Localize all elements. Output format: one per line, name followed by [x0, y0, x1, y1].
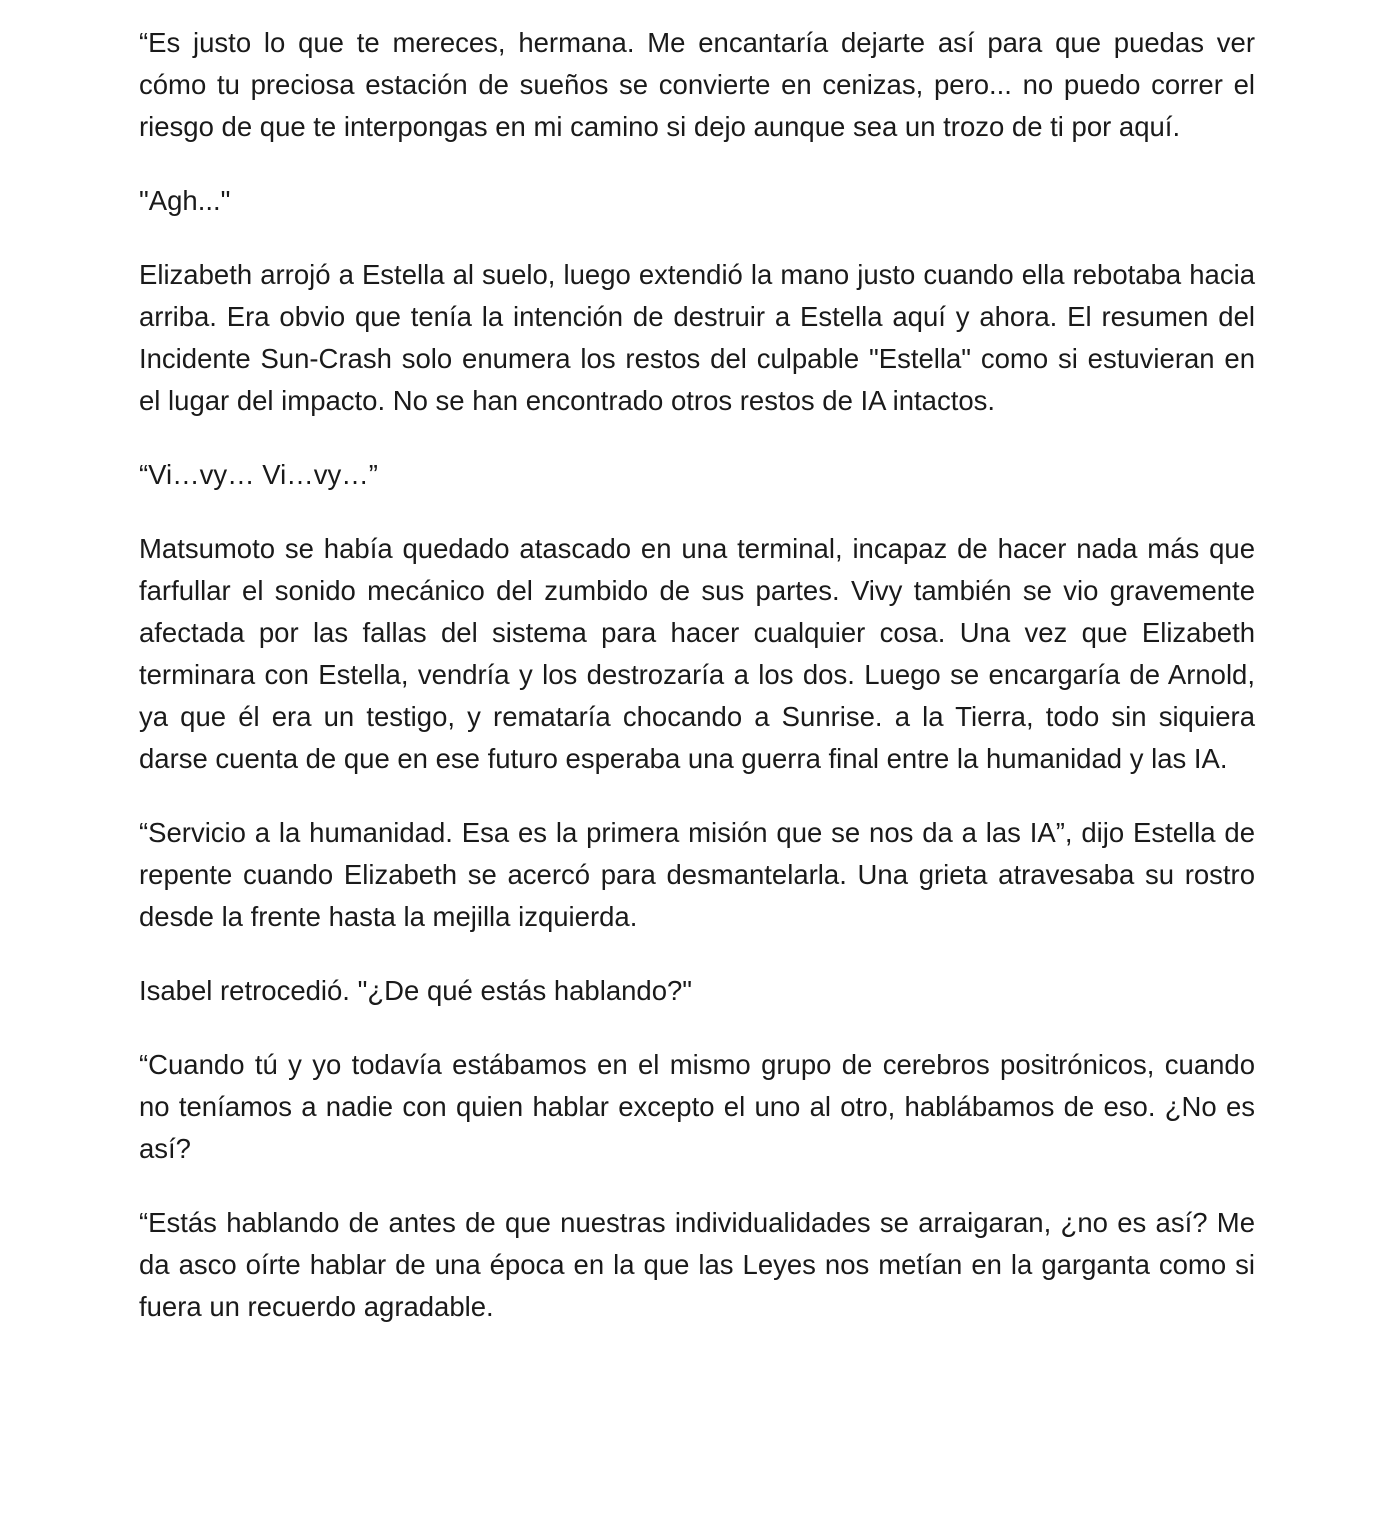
- paragraph-8: “Cuando tú y yo todavía estábamos en el mismo grupo de cerebros positrónicos, cuando no teníamos a nadie con quien hablar excepto el uno al otro, hablábamos de eso. ¿No es así?: [139, 1049, 1255, 1164]
- paragraph-1: “Es justo lo que te mereces, hermana. Me encantaría dejarte así para que puedas ver cómo tu preciosa estación de sueños se convierte en cenizas, pero... no puedo correr el riesgo de que te interpongas en mi camino si dejo aunque sea un trozo de ti por aquí.: [139, 27, 1255, 142]
- paragraph-3: Elizabeth arrojó a Estella al suelo, luego extendió la mano justo cuando ella rebotaba hacia arriba. Era obvio que tenía la intención de destruir a Estella aquí y ahora. El resumen del Incidente Sun-Crash solo enumera los restos del culpable "Estella" como si estuvieran en el lugar del impacto. No se han encontrado otros restos de IA intactos.: [139, 259, 1255, 416]
- paragraph-9: “Estás hablando de antes de que nuestras individualidades se arraigaran, ¿no es así? Me da asco oírte hablar de una época en la que las Leyes nos metían en la garganta como si fuera un recuerdo agradable.: [139, 1207, 1255, 1322]
- paragraph-5: Matsumoto se había quedado atascado en una terminal, incapaz de hacer nada más que farfullar el sonido mecánico del zumbido de sus partes. Vivy también se vio gravemente afectada por las fallas del sistema para hacer cualquier cosa. Una vez que Elizabeth terminara con Estella, vendría y los destrozaría a los dos. Luego se encargaría de Arnold, ya que él era un testigo, y remataría chocando a Sunrise. a la Tierra, todo sin siquiera darse cuenta de que en ese futuro esperaba una guerra final entre la humanidad y las IA.: [139, 533, 1255, 774]
- paragraph-4: “Vi…vy… Vi…vy…”: [139, 459, 378, 490]
- paragraph-7: Isabel retrocedió. "¿De qué estás hablando?": [139, 975, 693, 1006]
- paragraph-2: "Agh...": [139, 185, 231, 216]
- paragraph-6: “Servicio a la humanidad. Esa es la primera misión que se nos da a las IA”, dijo Estella de repente cuando Elizabeth se acercó para desmantelarla. Una grieta atravesaba su rostro desde la frente hasta la mejilla izquierda.: [139, 817, 1255, 932]
- document-page: [139, 22, 1255, 1360]
